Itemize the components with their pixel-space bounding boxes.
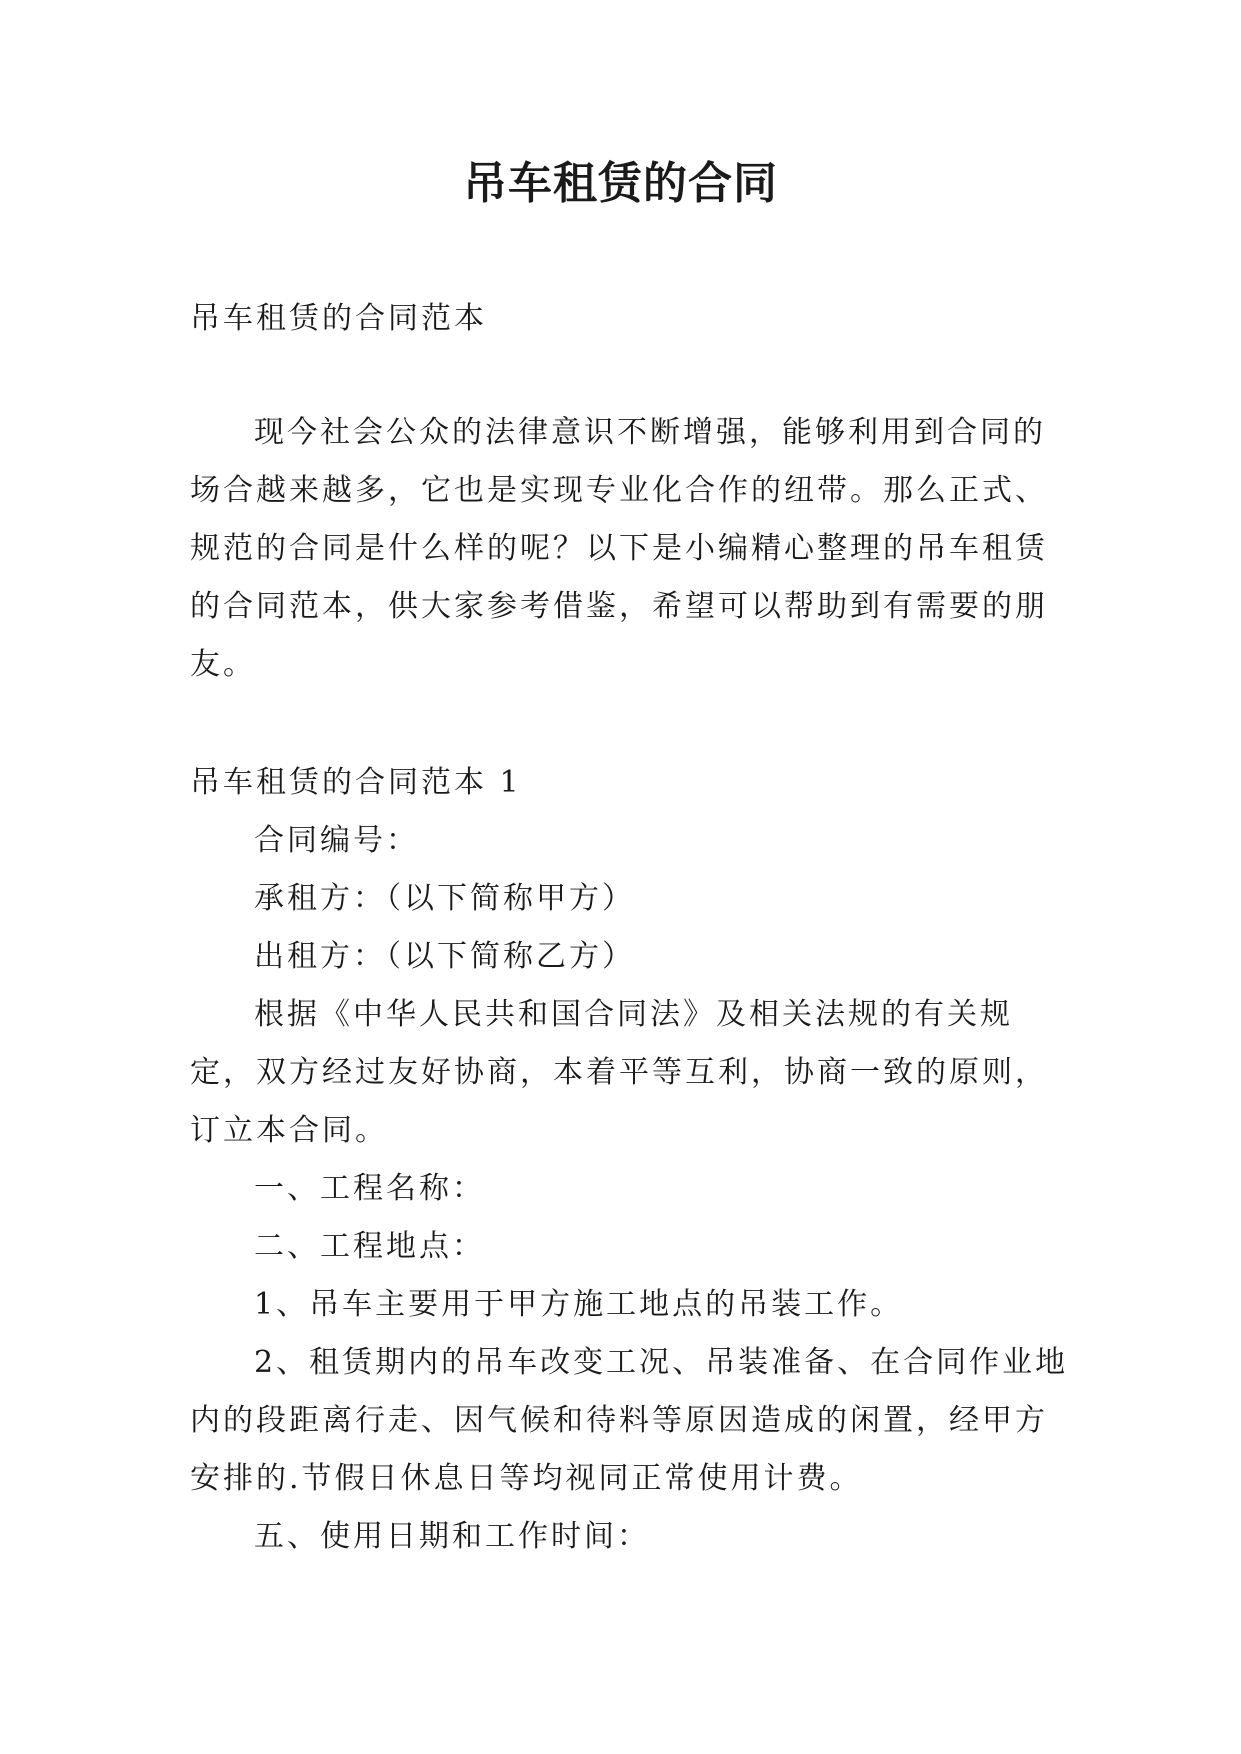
document-title: 吊车租赁的合同 [463, 158, 778, 209]
project-name-line: 一、工程名称： [254, 1171, 485, 1206]
lessor-line: 出租方：（以下简称乙方） [254, 939, 635, 974]
usage-date-line: 五、使用日期和工作时间： [254, 1519, 650, 1554]
section-title: 吊车租赁的合同范本 1 [190, 765, 522, 800]
lessee-line: 承租方：（以下简称甲方） [254, 881, 635, 916]
contract-number-line: 合同编号： [254, 823, 419, 858]
clause-1: 1、吊车主要用于甲方施工地点的吊装工作。 [254, 1287, 904, 1322]
contract-section [190, 754, 1070, 1566]
project-location-line: 二、工程地点： [254, 1229, 485, 1264]
clause-2: 2、租赁期内的吊车改变工况、吊装准备、在合同作业地内的段距离行走、因气候和待料等原因造成的闲置，经甲方安排的.节假日休息日等均视同正常使用计费。 [190, 1345, 1069, 1496]
legal-basis-paragraph: 根据《中华人民共和国合同法》及相关法规的有关规定，双方经过友好协商，本着平等互利，协商一致的原则，订立本合同。 [190, 997, 1048, 1148]
intro-paragraph: 现今社会公众的法律意识不断增强，能够利用到合同的场合越来越多，它也是实现专业化合作的纽带。那么正式、规范的合同是什么样的呢？以下是小编精心整理的吊车租赁的合同范本，供大家参考借鉴，希望可以帮助到有需要的朋友。 [190, 415, 1048, 682]
document-subtitle: 吊车租赁的合同范本 [190, 301, 487, 336]
